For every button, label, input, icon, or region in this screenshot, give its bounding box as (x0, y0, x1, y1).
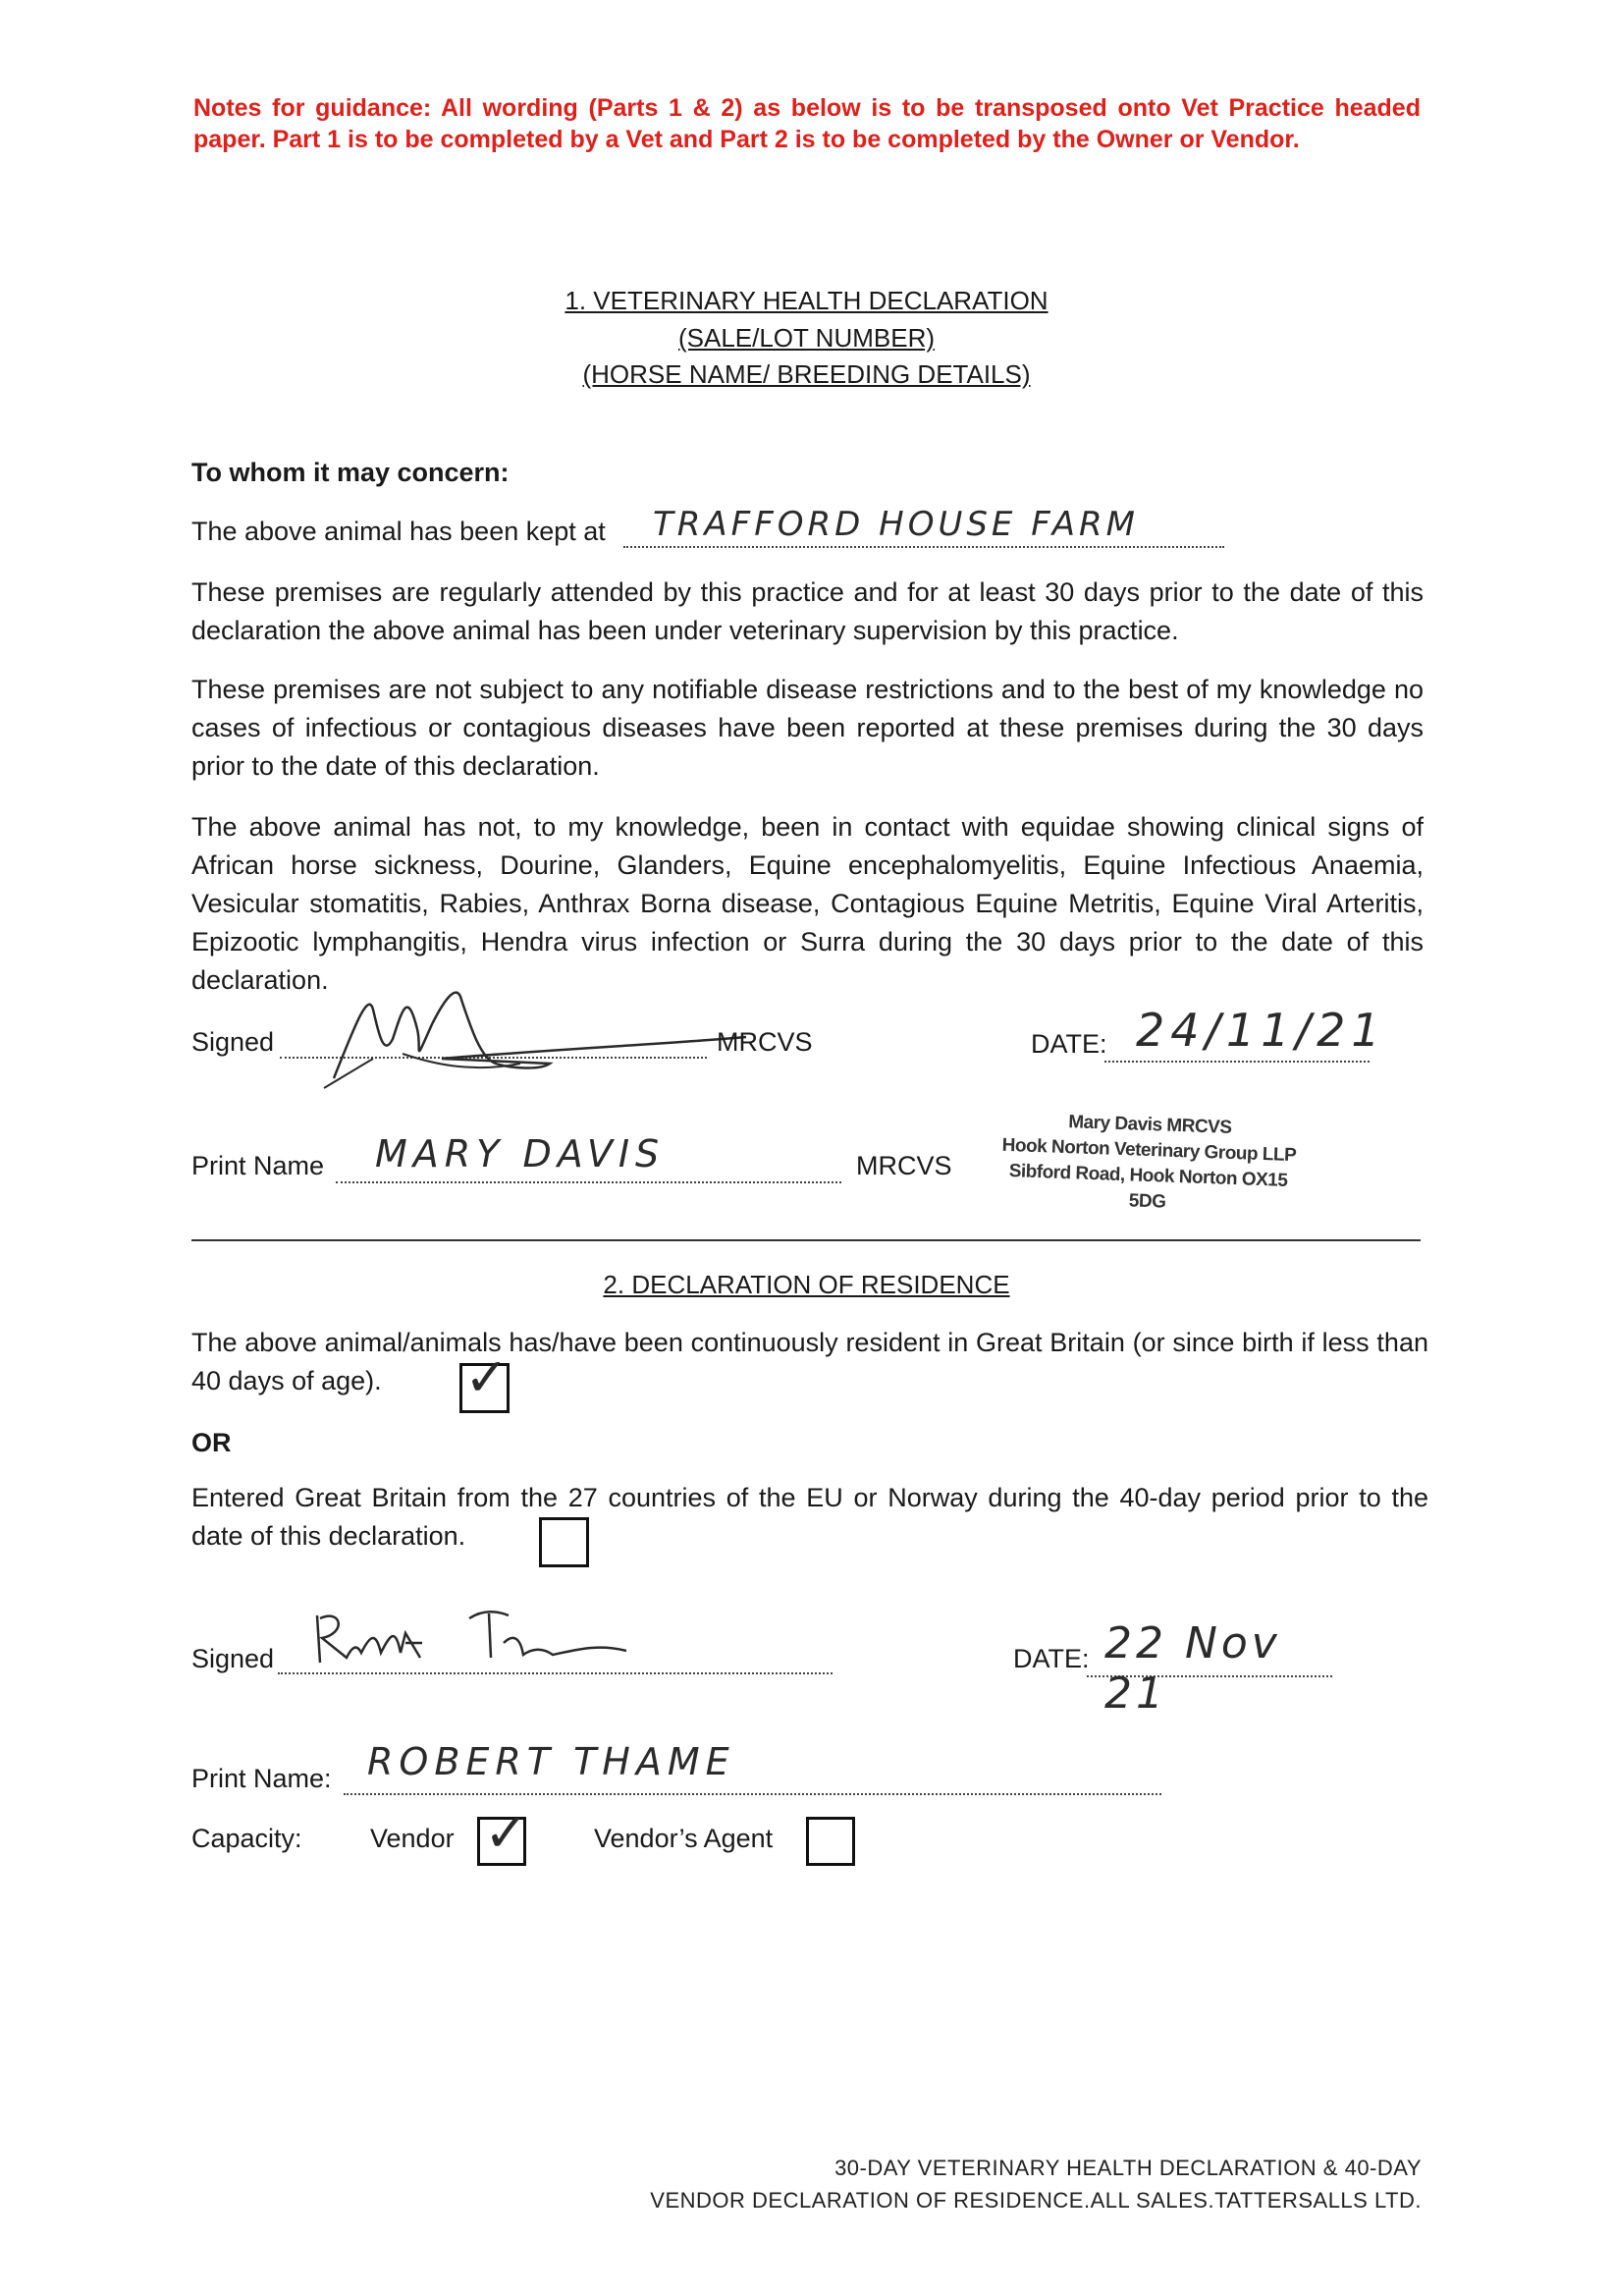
vet-signed-label: Signed (191, 1027, 275, 1057)
stamp-line-1: Mary Davis MRCVS (1067, 1112, 1232, 1138)
section-divider (191, 1239, 1421, 1241)
stamp-line-2: Hook Norton Veterinary Group LLP (1001, 1134, 1297, 1167)
entered-checkbox[interactable] (539, 1517, 589, 1567)
sale-lot-number-heading: (SALE/LOT NUMBER) (677, 323, 935, 353)
vet-signature-field[interactable] (280, 1029, 707, 1059)
guidance-note: Notes for guidance: All wording (Parts 1 & 2) as below is to be transposed onto Vet Practice headed paper. Part 1 is to be completed by a Vet and Part 2 is to be completed by the Owner or Vendor. (193, 94, 1421, 153)
salutation: To whom it may concern: (191, 458, 510, 487)
or-separator: OR (191, 1428, 232, 1457)
vet-mrcvs-label: MRCVS (717, 1027, 813, 1057)
vet-date-field[interactable] (1104, 1004, 1386, 1063)
kept-at-value: TRAFFORD HOUSE FARM (653, 505, 1140, 544)
resident-tick-icon: ✓ (464, 1348, 510, 1407)
owner-print-name-field[interactable] (344, 1740, 1161, 1795)
vet-print-name-field[interactable] (336, 1132, 841, 1183)
resident-statement: The above animal/animals has/have been continuously resident in Great Britain (or since birth if less than 40 days of age). (191, 1328, 1428, 1395)
owner-signature-mark (312, 1604, 646, 1682)
paragraph-restrictions: These premises are not subject to any notifiable disease restrictions and to the best of my knowledge no cases of infectious or contagious diseases have been reported at these premises during the 30 days prior to the date of this declaration. (191, 675, 1424, 781)
owner-date-label: DATE: (1013, 1644, 1090, 1673)
kept-at-field[interactable] (623, 505, 1224, 548)
vendor-label: Vendor (370, 1824, 455, 1853)
owner-print-name-value: ROBERT THAME (367, 1740, 735, 1783)
part2-title: 2. DECLARATION OF RESIDENCE (603, 1270, 1010, 1299)
owner-signed-label: Signed (191, 1644, 275, 1673)
owner-print-name-label: Print Name: (191, 1764, 332, 1793)
practice-stamp (990, 1107, 1307, 1220)
paragraph-disease-contact: The above animal has not, to my knowledge, been in contact with equidae showing clinical signs of African horse sickness, Dourine, Glanders, Equine encephalomyelitis, Equine Infectious Anaemia, Vesicular stomatitis, Rabies, Anthrax Borna disease, Contagious Equine Metritis, Equine Viral Arteritis, Epizootic lymphangitis, Hendra virus infection or Surra during the 30 days prior to the date of this declaration. (191, 812, 1424, 995)
footer-line-2: VENDOR DECLARATION OF RESIDENCE.ALL SALES.TATTERSALLS LTD. (650, 2188, 1422, 2213)
vet-print-name-value: MARY DAVIS (375, 1132, 666, 1175)
vendor-tick-icon: ✓ (484, 1804, 529, 1863)
part1-title: 1. VETERINARY HEALTH DECLARATION (565, 286, 1048, 315)
owner-signature-field[interactable] (278, 1645, 833, 1674)
vet-print-name-label: Print Name (191, 1151, 325, 1180)
entered-statement: Entered Great Britain from the 27 countries of the EU or Norway during the 40-day period prior to the date of this declaration. (191, 1483, 1428, 1551)
owner-date-value: 22 Nov 21 (1104, 1618, 1281, 1719)
vendor-agent-checkbox[interactable] (806, 1817, 855, 1866)
footer-line-1: 30-DAY VETERINARY HEALTH DECLARATION & 40-DAY (834, 2156, 1422, 2180)
vendor-checkbox[interactable] (477, 1804, 529, 1866)
owner-date-field[interactable] (1087, 1618, 1332, 1719)
vet-print-mrcvs-label: MRCVS (856, 1151, 952, 1180)
resident-checkbox[interactable] (459, 1348, 510, 1413)
footer (650, 2152, 1422, 2216)
capacity-label: Capacity: (191, 1824, 302, 1853)
paragraph-supervision: These premises are regularly attended by this practice and for at least 30 days prior to the date of this declaration the above animal has been under veterinary supervision by this practice. (191, 577, 1424, 645)
vendor-agent-label: Vendor’s Agent (594, 1824, 774, 1853)
stamp-line-3: Sibford Road, Hook Norton OX15 5DG (1008, 1161, 1288, 1213)
vet-signature-mark (314, 970, 942, 1108)
vet-date-label: DATE: (1031, 1029, 1107, 1059)
vet-date-value: 24/11/21 (1136, 1004, 1386, 1057)
horse-name-heading: (HORSE NAME/ BREEDING DETAILS) (582, 359, 1031, 389)
kept-at-label: The above animal has been kept at (191, 517, 606, 546)
